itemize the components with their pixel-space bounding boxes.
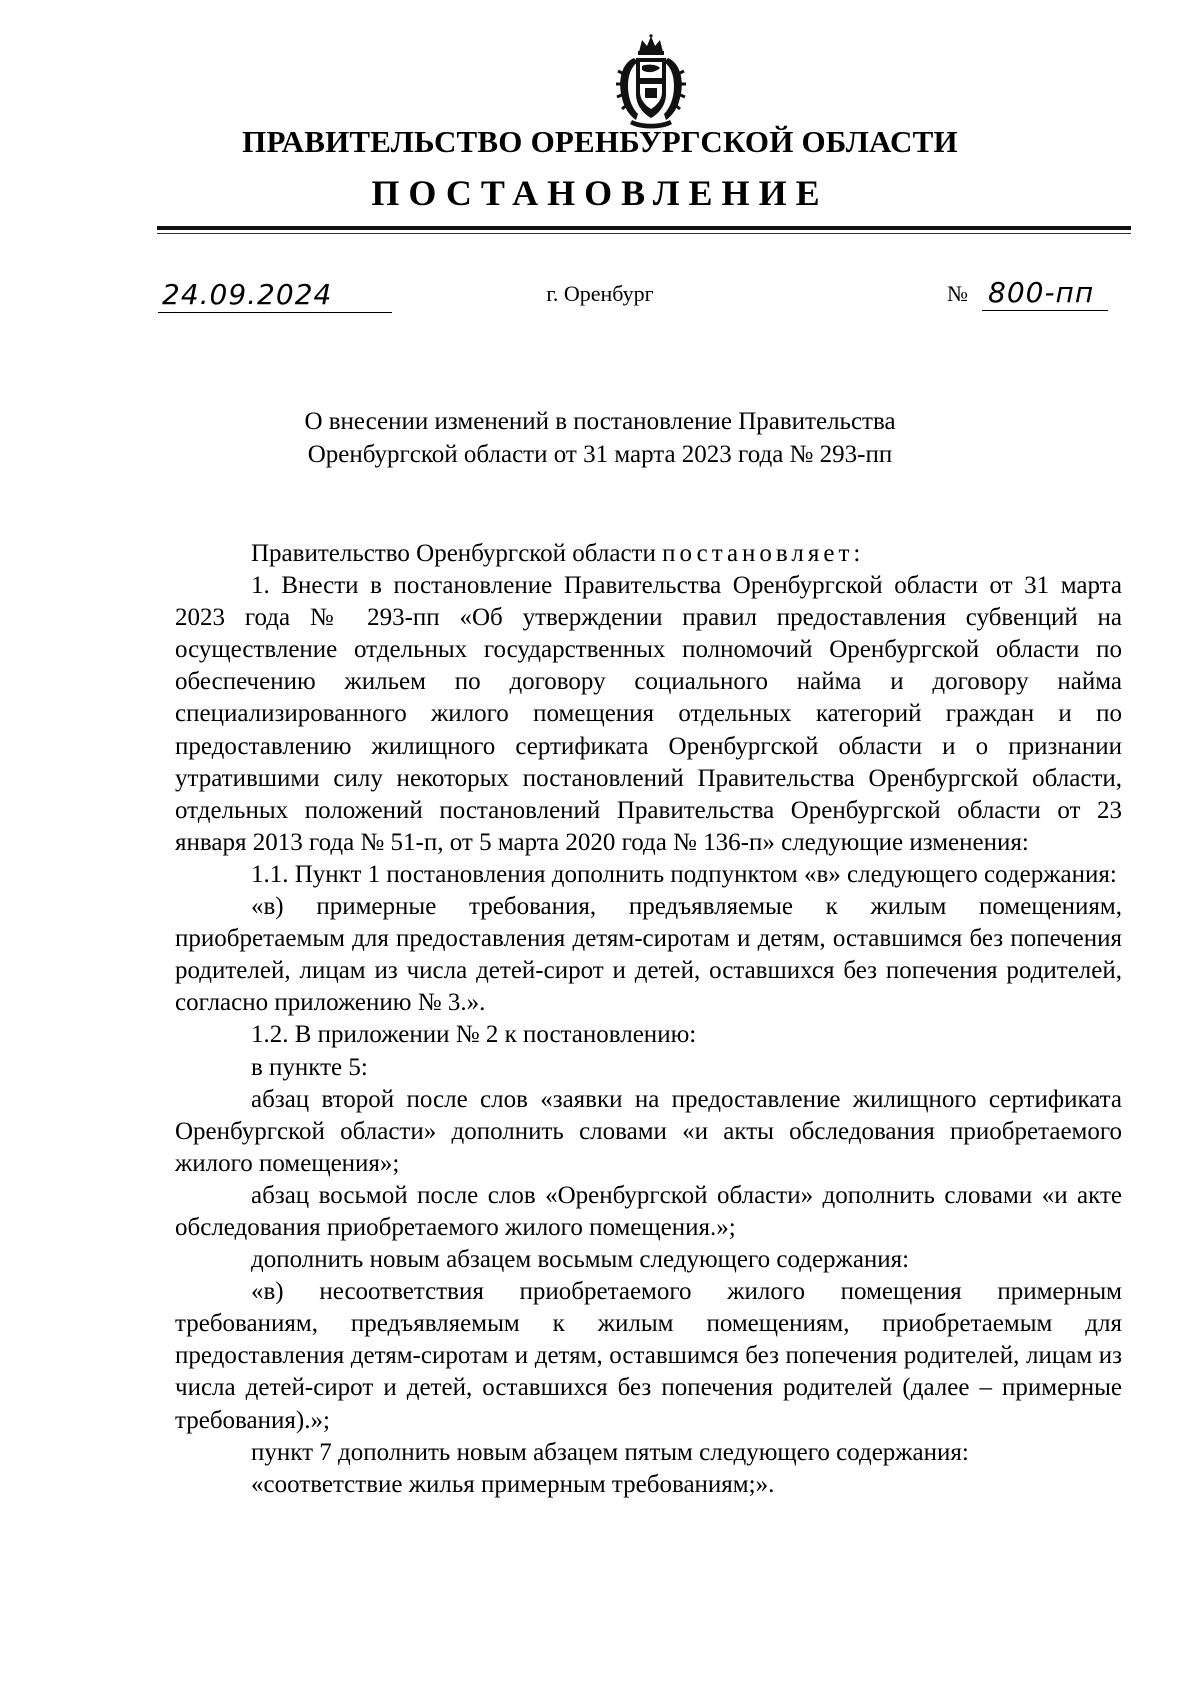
body-paragraph: абзац восьмой после слов «Оренбургской области» дополнить словами «и акте обследования приобретаемого жилого помещения.»; <box>175 1181 1122 1241</box>
document-type-title: ПОСТАНОВЛЕНИЕ <box>371 173 829 213</box>
body-paragraph: «в) несоответствия приобретаемого жилого помещения примерным требованиям, предъявляемым к жилым помещениям, приобретаемым для предоставления детям-сиротам и детям, оставшимся без попечения родителей, лицам из числа детей-сирот и детей, оставшихся без попечения родителей (далее – примерные требования).»; <box>175 1278 1122 1434</box>
body-paragraph: в пункте 5: <box>251 1053 368 1081</box>
body-paragraph: пункт 7 дополнить новым абзацем пятым следующего содержания: <box>251 1438 969 1466</box>
body-paragraph: абзац второй после слов «заявки на предоставление жилищного сертификата Оренбургской области» дополнить словами «и акты обследования приобретаемого жилого помещения»; <box>175 1085 1122 1177</box>
document-body <box>175 538 1122 1501</box>
document-subject <box>0 405 1200 471</box>
intro-text: Правительство Оренбургской области <box>251 540 663 567</box>
body-paragraph: 1.2. В приложении № 2 к постановлению: <box>251 1021 697 1049</box>
government-title: ПРАВИТЕЛЬСТВО ОРЕНБУРГСКОЙ ОБЛАСТИ <box>242 124 958 159</box>
body-paragraph: дополнить новым абзацем восьмым следующего содержания: <box>251 1246 910 1274</box>
body-paragraph: «в) примерные требования, предъявляемые к жилым помещениям, приобретаемым для предоставления детям-сиротам и детям, оставшимся без попечения родителей, лицам из числа детей-сирот и детей, оставшихся без попечения родителей, согласно приложению № 3.». <box>175 893 1122 1017</box>
intro-decree-word: постановляет: <box>662 540 865 567</box>
subject-line-1: О внесении изменений в постановление Правительства <box>304 408 896 435</box>
subject-line-2: Оренбургской области от 31 марта 2023 года № 293-пп <box>307 441 893 468</box>
coat-of-arms-emblem <box>612 34 690 134</box>
header-divider-thin <box>157 233 1131 234</box>
document-number: 800-пп <box>982 276 1108 311</box>
resolution-intro <box>175 538 1122 570</box>
number-sign: № <box>947 281 968 306</box>
document-date: 24.09.2024 <box>158 278 392 313</box>
body-paragraph: 1.1. Пункт 1 постановления дополнить подпунктом «в» следующего содержания: <box>251 860 1117 888</box>
header-divider-thick <box>157 226 1131 230</box>
document-city: г. Оренбург <box>546 281 654 306</box>
body-paragraph: «соответствие жилья примерным требованиям;». <box>251 1470 775 1498</box>
body-paragraph: 1. Внести в постановление Правительства Оренбургской области от 31 марта 2023 года № 293-пп «Об утверждении правил предоставления субвенций на осуществление отдельных государственных полномочий Оренбургской области по обеспечению жильем по договору социального найма и договору найма специализированного жилого помещения отдельных категорий граждан и по предоставлению жилищного сертификата Оренбургской области и о признании утратившими силу некоторых постановлений Правительства Оренбургской области, отдельных положений постановлений Правительства Оренбургской области от 23 января 2013 года № 51-п, от 5 марта 2020 года № 136-п» следующие изменения: <box>175 572 1122 856</box>
